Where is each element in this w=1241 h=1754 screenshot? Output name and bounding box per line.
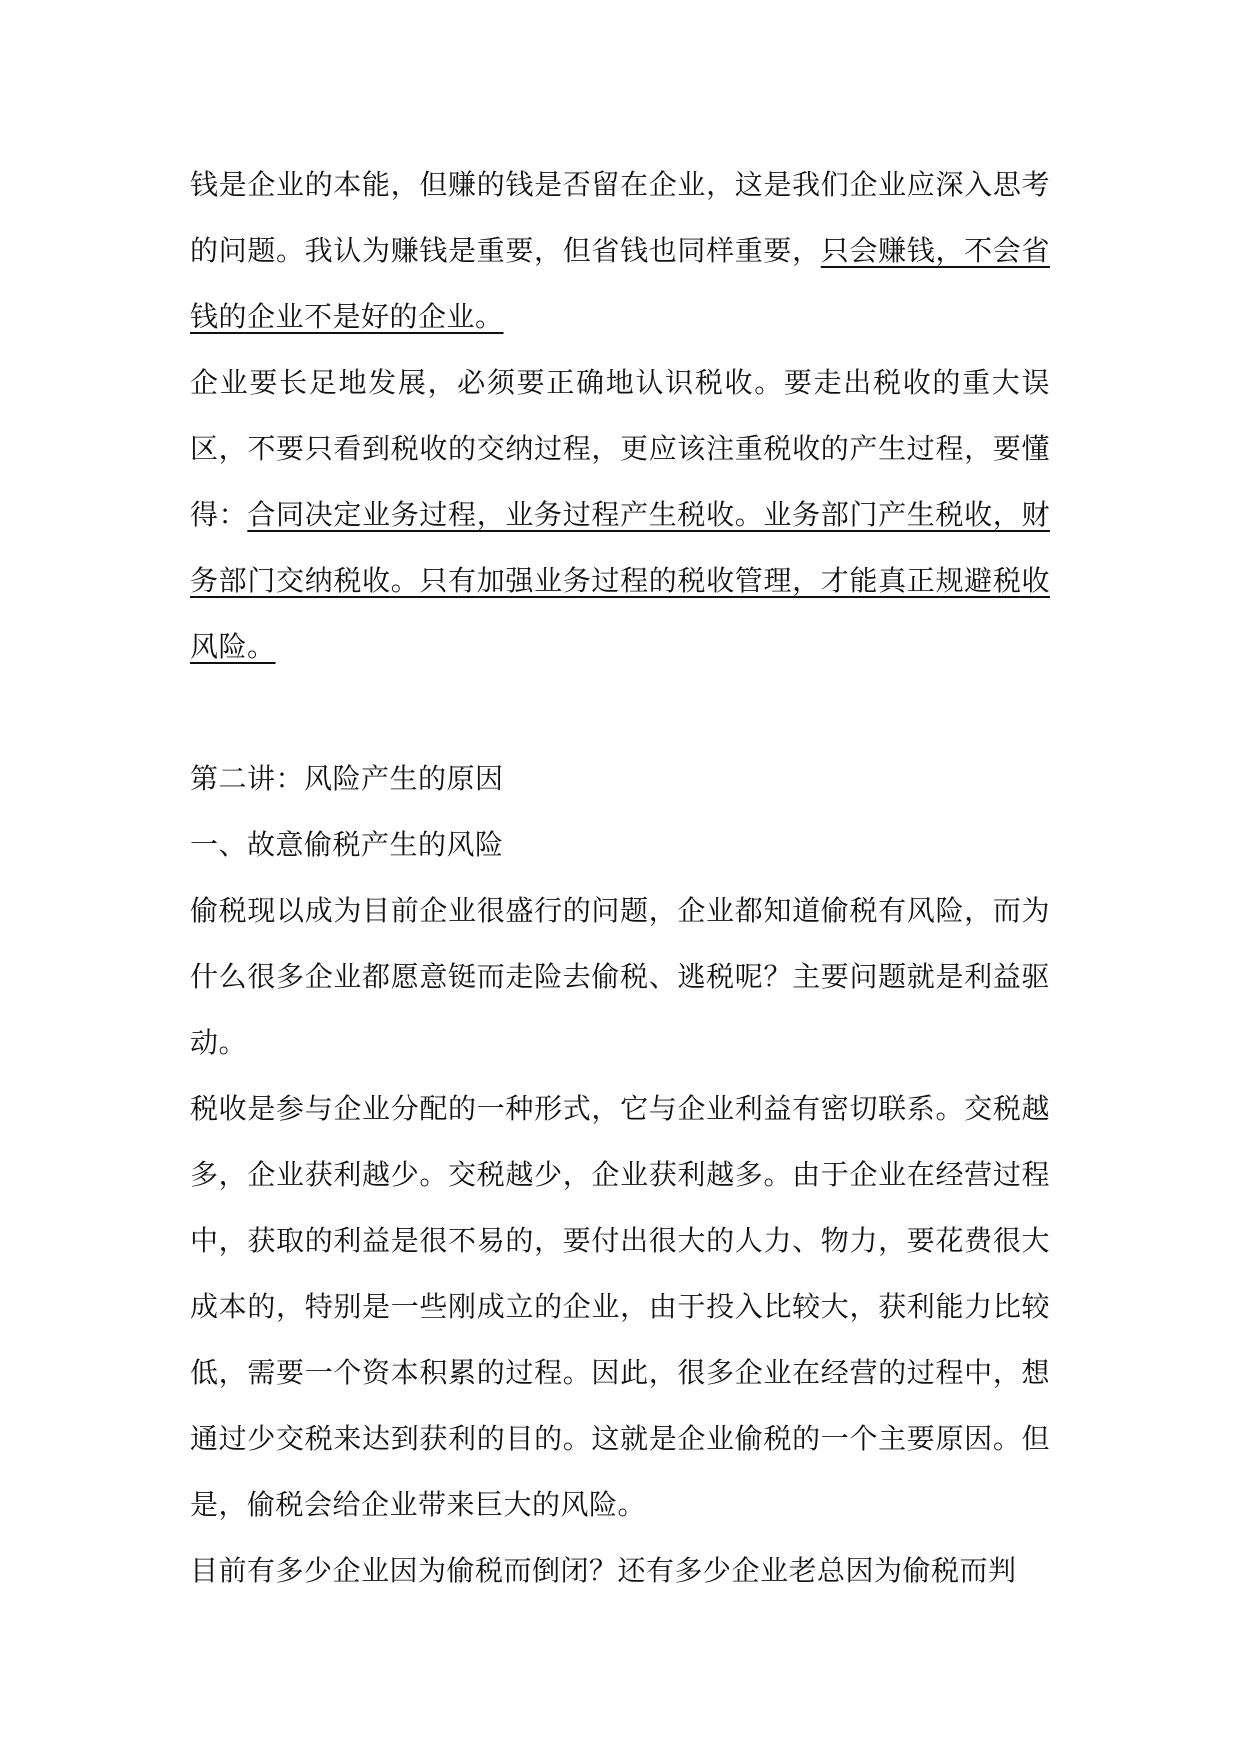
paragraph-tax-understanding bbox=[190, 350, 1050, 680]
paragraph-saving-money bbox=[190, 152, 1050, 350]
paragraph-tax-distribution: 税收是参与企业分配的一种形式，它与企业利益有密切联系。交税越多，企业获利越少。交税越少，企业获利越多。由于企业在经营过程中，获取的利益是很不易的，要付出很大的人力、物力，要花费很大成本的，特别是一些刚成立的企业，由于投入比较大，获利能力比较低，需要一个资本积累的过程。因此，很多企业在经营的过程中，想通过少交税来达到获利的目的。这就是企业偷税的一个主要原因。但是，偷税会给企业带来巨大的风险。 bbox=[190, 1092, 1050, 1521]
document-body bbox=[190, 152, 1050, 1604]
underlined-text: 合同决定业务过程，业务过程产生税收。业务部门产生税收，财务部门交纳税收。只有加强业务过程的税收管理，才能真正规避税收风险。 bbox=[190, 498, 1050, 663]
paragraph-bankruptcy: 目前有多少企业因为偷税而倒闭？还有多少企业老总因为偷税而判 bbox=[190, 1554, 1017, 1587]
blank-line bbox=[190, 680, 1050, 746]
section-heading: 第二讲：风险产生的原因 bbox=[190, 762, 504, 795]
paragraph-tax-evasion: 偷税现以成为目前企业很盛行的问题，企业都知道偷税有风险，而为什么很多企业都愿意铤而走险去偷税、逃税呢？主要问题就是利益驱动。 bbox=[190, 894, 1050, 1059]
underlined-text: 只会赚钱，不会省钱的企业不是好的企业。 bbox=[190, 234, 1050, 333]
subsection-heading: 一、故意偷税产生的风险 bbox=[190, 828, 504, 861]
paragraph-text: 钱是企业的本能，但赚的钱是否留在企业，这是我们企业应深入思考的问题。我认为赚钱是重要，但省钱也同样重要， bbox=[190, 168, 1050, 267]
paragraph-text: 企业要长足地发展，必须要正确地认识税收。要走出税收的重大误区，不要只看到税收的交纳过程，更应该注重税收的产生过程，要懂得： bbox=[190, 366, 1050, 531]
